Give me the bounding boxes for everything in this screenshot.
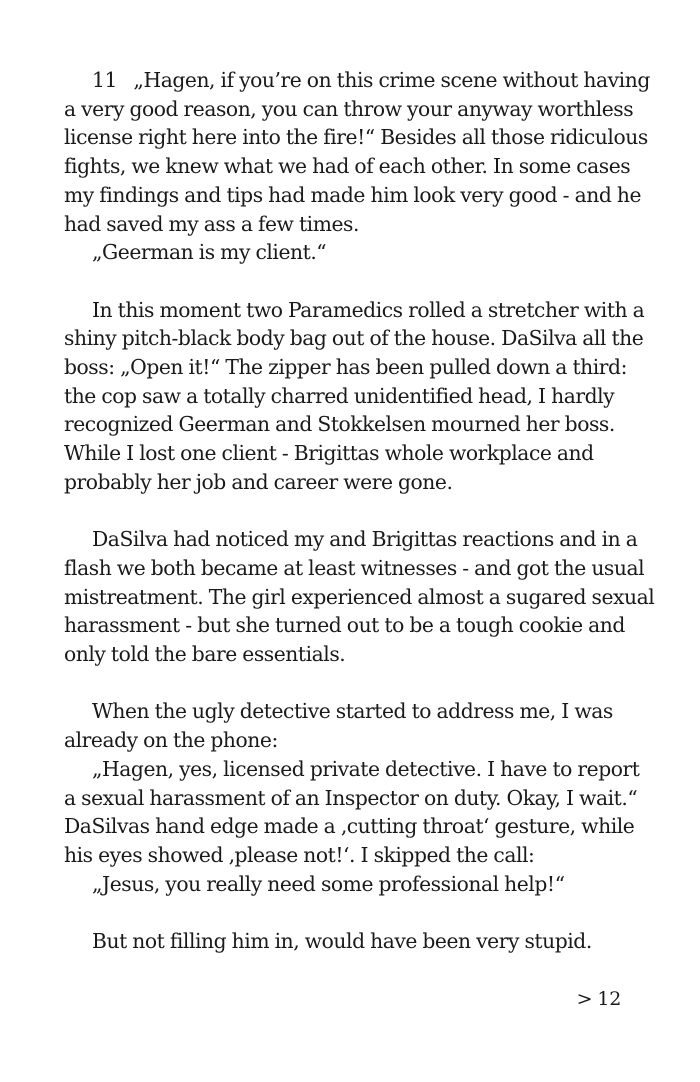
text-line: my findings and tips had made him look very good - and he: [64, 182, 642, 207]
paragraph-6: [64, 755, 639, 870]
text-line: only told the bare essentials.: [64, 642, 346, 667]
paragraph-gap: [64, 669, 639, 698]
paragraph-gap: [64, 267, 639, 296]
next-page-indicator: > 12: [576, 988, 621, 1010]
text-line: While I lost one client - Brigittas whole workplace and: [64, 441, 594, 466]
document-page: [64, 66, 655, 956]
text-line: a very good reason, you can throw your anyway worthless: [64, 96, 634, 121]
paragraph-gap: [64, 497, 639, 526]
text-line: When the ugly detective started to address me, I was: [92, 699, 613, 724]
text-line: But not filling him in, would have been very stupid.: [92, 929, 592, 954]
text-line: already on the phone:: [64, 728, 278, 753]
text-line: harassment - but she turned out to be a tough cookie and: [64, 613, 625, 638]
text-line: the cop saw a totally charred unidentified head, I hardly: [64, 383, 615, 408]
paragraph-5: [64, 697, 639, 754]
text-line: DaSilva had noticed my and Brigittas reactions and in a: [92, 527, 638, 552]
text-line: his eyes showed ‚please not!‘. I skipped the call:: [64, 842, 535, 867]
paragraph-8: [64, 927, 639, 956]
text-line: DaSilvas hand edge made a ‚cutting throat‘ gesture, while: [64, 814, 635, 839]
text-line: mistreatment. The girl experienced almost a sugared sexual: [64, 584, 655, 609]
text-line: probably her job and career were gone.: [64, 469, 453, 494]
text-line: „Jesus, you really need some professional help!“: [92, 871, 565, 896]
text-line: 11 „Hagen, if you’re on this crime scene without having: [92, 68, 650, 92]
page-number-inline: 11: [92, 68, 117, 92]
text-line: „Hagen, yes, licensed private detective. I have to report: [92, 756, 640, 781]
text-line: boss: „Open it!“ The zipper has been pulled down a third:: [64, 355, 627, 380]
paragraph-7: [64, 870, 639, 899]
text-line: In this moment two Paramedics rolled a stretcher with a: [92, 297, 645, 322]
paragraph-1: [64, 66, 650, 238]
text-line: fights, we knew what we had of each other. In some cases: [64, 154, 631, 179]
text-line: had saved my ass a few times.: [64, 211, 359, 236]
paragraph-gap: [64, 898, 639, 927]
text-line: license right here into the fire!“ Besides all those ridiculous: [64, 125, 648, 150]
paragraph-4: [64, 525, 655, 669]
paragraph-3: [64, 296, 645, 497]
text-line: flash we both became at least witnesses - and got the usual: [64, 555, 645, 580]
text-line: shiny pitch-black body bag out of the house. DaSilva all the: [64, 326, 644, 351]
text-line: „Geerman is my client.“: [92, 240, 327, 265]
paragraph-2: [64, 238, 639, 267]
text-line: a sexual harassment of an Inspector on duty. Okay, I wait.“: [64, 785, 638, 810]
text-line: recognized Geerman and Stokkelsen mourned her boss.: [64, 412, 615, 437]
